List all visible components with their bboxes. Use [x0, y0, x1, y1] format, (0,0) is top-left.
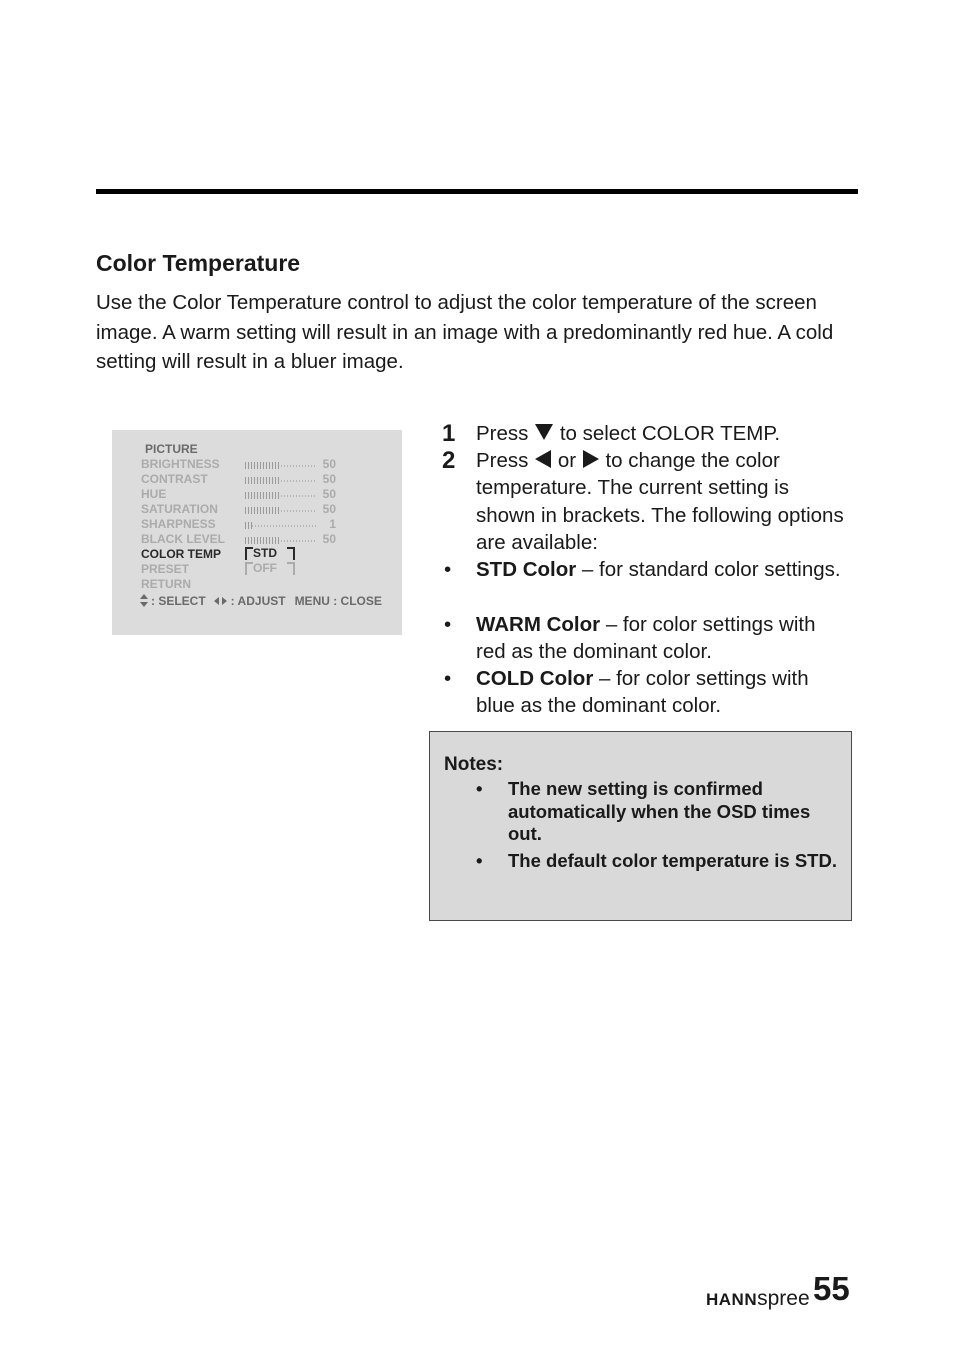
- step-text-part: or: [557, 449, 577, 472]
- osd-row-sharpness: [141, 517, 391, 532]
- intro-paragraph: Use the Color Temperature control to adjust the color temperature of the screen image. A warm setting will result in an image with a predominantly red hue. A cold setting will result in a bluer image.: [96, 291, 834, 373]
- header-rule: [96, 189, 858, 194]
- osd-value: 50: [322, 532, 336, 546]
- option-term: WARM Color: [476, 613, 601, 636]
- osd-row-black-level: [141, 532, 391, 547]
- option-desc: – for standard color settings.: [576, 558, 841, 581]
- osd-close-hint: MENU : CLOSE: [294, 594, 382, 608]
- step-number: 1: [442, 420, 456, 447]
- option-term: COLD Color: [476, 667, 594, 690]
- notes-box: [429, 731, 852, 921]
- note-text: The default color temperature is STD.: [508, 850, 837, 871]
- osd-row-brightness: [141, 457, 391, 472]
- note-item: [476, 850, 848, 873]
- option-desc: – for color settings with blue as the dominant color.: [476, 667, 809, 718]
- osd-title: PICTURE: [145, 442, 198, 456]
- step-text-part: Press: [476, 422, 529, 445]
- note-text: The new setting is confirmed automatically when the OSD times out.: [508, 778, 811, 844]
- osd-value: 50: [322, 487, 336, 501]
- osd-bracket-text: OFF: [253, 561, 277, 575]
- osd-value: 50: [322, 502, 336, 516]
- osd-footer-hints: [140, 594, 382, 608]
- right-arrow-icon: [583, 450, 599, 468]
- osd-label: HUE: [141, 487, 167, 501]
- bullet-dot: •: [476, 778, 483, 799]
- osd-level-bar: [245, 477, 317, 484]
- osd-bracket-value: [245, 562, 295, 575]
- step-text-part: Press: [476, 449, 529, 472]
- option-desc: – for color settings with red as the dominant color.: [476, 613, 816, 664]
- osd-menu-screenshot: [112, 430, 402, 635]
- osd-level-bar: [245, 522, 317, 529]
- osd-level-bar: [245, 462, 317, 469]
- osd-label: RETURN: [141, 577, 191, 591]
- brand-light: spree: [757, 1287, 810, 1310]
- osd-label: SATURATION: [141, 502, 218, 516]
- osd-value: 1: [329, 517, 336, 531]
- brand-bold: HANN: [706, 1290, 758, 1309]
- osd-level-bar: [245, 492, 317, 499]
- left-arrow-icon: [535, 450, 551, 468]
- down-arrow-icon: [535, 424, 553, 440]
- notes-title: Notes:: [444, 754, 504, 775]
- osd-row-color-temp: [141, 547, 391, 562]
- step-text-part: to select COLOR TEMP.: [559, 422, 781, 445]
- brand-logo: [706, 1287, 810, 1311]
- osd-row-preset: [141, 562, 391, 577]
- step-1-text: [476, 420, 846, 447]
- step-2-text: [476, 447, 846, 556]
- option-term: STD Color: [476, 558, 577, 581]
- left-right-arrows-icon: [214, 597, 228, 605]
- step-number: 2: [442, 447, 456, 474]
- osd-row-return: [141, 577, 391, 592]
- osd-bracket-value: [245, 547, 295, 560]
- osd-adjust-hint: : ADJUST: [230, 594, 286, 608]
- osd-label: PRESET: [141, 562, 190, 576]
- bullet-dot: •: [476, 850, 483, 871]
- section-heading: Color Temperature: [96, 250, 301, 276]
- osd-value: 50: [322, 457, 336, 471]
- page-number: 55: [813, 1270, 850, 1307]
- osd-row-contrast: [141, 472, 391, 487]
- note-item: [476, 778, 848, 846]
- osd-select-hint: : SELECT: [151, 594, 206, 608]
- osd-label: BLACK LEVEL: [141, 532, 225, 546]
- up-down-arrows-icon: [140, 594, 149, 608]
- step-text-part: to change the color temperature. The current setting is shown in brackets. The following options are available:: [476, 449, 844, 554]
- osd-label: CONTRAST: [141, 472, 208, 486]
- bullet-dot: •: [444, 558, 452, 581]
- osd-label: SHARPNESS: [141, 517, 216, 531]
- option-cold: [476, 665, 846, 720]
- osd-level-bar: [245, 537, 317, 544]
- osd-label: COLOR TEMP: [141, 547, 221, 561]
- osd-row-hue: [141, 487, 391, 502]
- osd-label: BRIGHTNESS: [141, 457, 220, 471]
- option-warm: [476, 611, 846, 666]
- osd-row-saturation: [141, 502, 391, 517]
- osd-value: 50: [322, 472, 336, 486]
- osd-level-bar: [245, 507, 317, 514]
- bullet-dot: •: [444, 667, 452, 690]
- option-std: [476, 556, 846, 583]
- osd-bracket-text: STD: [253, 546, 277, 560]
- bullet-dot: •: [444, 613, 452, 636]
